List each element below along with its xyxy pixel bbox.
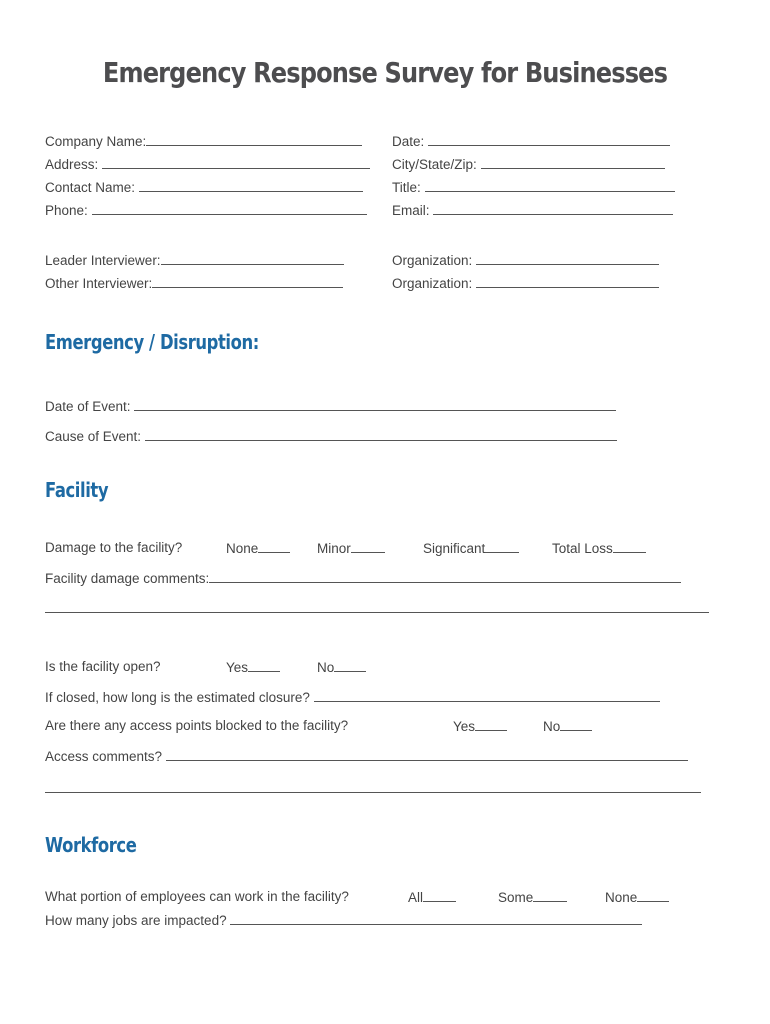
phone-row xyxy=(45,202,367,219)
open-no-label: No xyxy=(317,660,335,675)
organization-row-1 xyxy=(392,252,659,269)
access-no-option[interactable] xyxy=(543,718,592,735)
address-label: Address: xyxy=(45,157,99,172)
other-interviewer-label: Other Interviewer: xyxy=(45,276,153,291)
access-yes-label: Yes xyxy=(453,719,476,734)
damage-comments-label: Facility damage comments: xyxy=(45,571,210,586)
damage-question: Damage to the facility? xyxy=(45,540,183,555)
date-label: Date: xyxy=(392,134,425,149)
organization-field-1[interactable] xyxy=(476,252,659,265)
organization-field-2[interactable] xyxy=(476,275,659,288)
jobs-field[interactable] xyxy=(230,912,642,925)
city-state-zip-row xyxy=(392,156,665,173)
access-comments-line-2[interactable] xyxy=(45,792,701,793)
jobs-label: How many jobs are impacted? xyxy=(45,913,227,928)
damage-none-label: None xyxy=(226,541,259,556)
emergency-heading: Emergency / Disruption: xyxy=(45,330,259,354)
damage-total-loss-option[interactable] xyxy=(552,540,646,557)
leader-interviewer-label: Leader Interviewer: xyxy=(45,253,161,268)
portion-some-label: Some xyxy=(498,890,534,905)
workforce-heading: Workforce xyxy=(45,833,137,857)
address-field[interactable] xyxy=(102,156,370,169)
access-yes-blank[interactable] xyxy=(475,718,507,731)
cause-of-event-row xyxy=(45,428,617,445)
damage-none-option[interactable] xyxy=(226,540,290,557)
city-state-zip-field[interactable] xyxy=(481,156,665,169)
jobs-row xyxy=(45,912,642,929)
access-no-blank[interactable] xyxy=(560,718,592,731)
company-name-label: Company Name: xyxy=(45,134,147,149)
city-state-zip-label: City/State/Zip: xyxy=(392,157,477,172)
closure-field[interactable] xyxy=(314,689,660,702)
date-row xyxy=(392,133,670,150)
portion-question: What portion of employees can work in the facility? xyxy=(45,889,349,904)
email-row xyxy=(392,202,673,219)
portion-none-blank[interactable] xyxy=(637,889,669,902)
phone-field[interactable] xyxy=(92,202,367,215)
email-field[interactable] xyxy=(433,202,673,215)
open-no-option[interactable] xyxy=(317,659,366,676)
open-yes-label: Yes xyxy=(226,660,249,675)
access-yes-option[interactable] xyxy=(453,718,507,735)
email-label: Email: xyxy=(392,203,430,218)
portion-all-option[interactable] xyxy=(408,889,456,906)
damage-comments-field[interactable] xyxy=(209,570,681,583)
other-interviewer-row xyxy=(45,275,343,292)
title-label: Title: xyxy=(392,180,421,195)
access-comments-row xyxy=(45,748,688,765)
portion-some-blank[interactable] xyxy=(533,889,567,902)
cause-of-event-field[interactable] xyxy=(145,428,617,441)
access-comments-label: Access comments? xyxy=(45,749,163,764)
damage-significant-blank[interactable] xyxy=(485,540,519,553)
organization-label-2: Organization: xyxy=(392,276,473,291)
facility-heading: Facility xyxy=(45,478,109,502)
leader-interviewer-row xyxy=(45,252,344,269)
damage-comments-row xyxy=(45,570,681,587)
damage-minor-label: Minor xyxy=(317,541,351,556)
access-no-label: No xyxy=(543,719,561,734)
damage-total-loss-label: Total Loss xyxy=(552,541,613,556)
portion-all-label: All xyxy=(408,890,424,905)
date-field[interactable] xyxy=(428,133,670,146)
contact-name-row xyxy=(45,179,363,196)
portion-all-blank[interactable] xyxy=(423,889,456,902)
leader-interviewer-field[interactable] xyxy=(161,252,344,265)
open-no-blank[interactable] xyxy=(334,659,366,672)
organization-row-2 xyxy=(392,275,659,292)
company-name-field[interactable] xyxy=(146,133,362,146)
address-row xyxy=(45,156,370,173)
organization-label-1: Organization: xyxy=(392,253,473,268)
title-row xyxy=(392,179,675,196)
open-yes-option[interactable] xyxy=(226,659,280,676)
access-question: Are there any access points blocked to the facility? xyxy=(45,718,349,733)
contact-name-label: Contact Name: xyxy=(45,180,136,195)
phone-label: Phone: xyxy=(45,203,88,218)
damage-minor-blank[interactable] xyxy=(351,540,385,553)
date-of-event-label: Date of Event: xyxy=(45,399,131,414)
portion-none-label: None xyxy=(605,890,638,905)
open-question: Is the facility open? xyxy=(45,659,161,674)
company-name-row xyxy=(45,133,362,150)
date-of-event-row xyxy=(45,398,616,415)
title-field[interactable] xyxy=(425,179,675,192)
damage-none-blank[interactable] xyxy=(258,540,290,553)
damage-total-loss-blank[interactable] xyxy=(613,540,646,553)
damage-significant-option[interactable] xyxy=(423,540,519,557)
closure-row xyxy=(45,689,660,706)
portion-some-option[interactable] xyxy=(498,889,567,906)
damage-minor-option[interactable] xyxy=(317,540,385,557)
page-title: Emergency Response Survey for Businesses xyxy=(102,56,668,89)
contact-name-field[interactable] xyxy=(139,179,363,192)
date-of-event-field[interactable] xyxy=(134,398,616,411)
portion-none-option[interactable] xyxy=(605,889,669,906)
closure-label: If closed, how long is the estimated closure? xyxy=(45,690,310,705)
damage-significant-label: Significant xyxy=(423,541,486,556)
other-interviewer-field[interactable] xyxy=(152,275,343,288)
access-comments-field[interactable] xyxy=(166,748,688,761)
cause-of-event-label: Cause of Event: xyxy=(45,429,142,444)
damage-comments-line-2[interactable] xyxy=(45,612,709,613)
open-yes-blank[interactable] xyxy=(248,659,280,672)
